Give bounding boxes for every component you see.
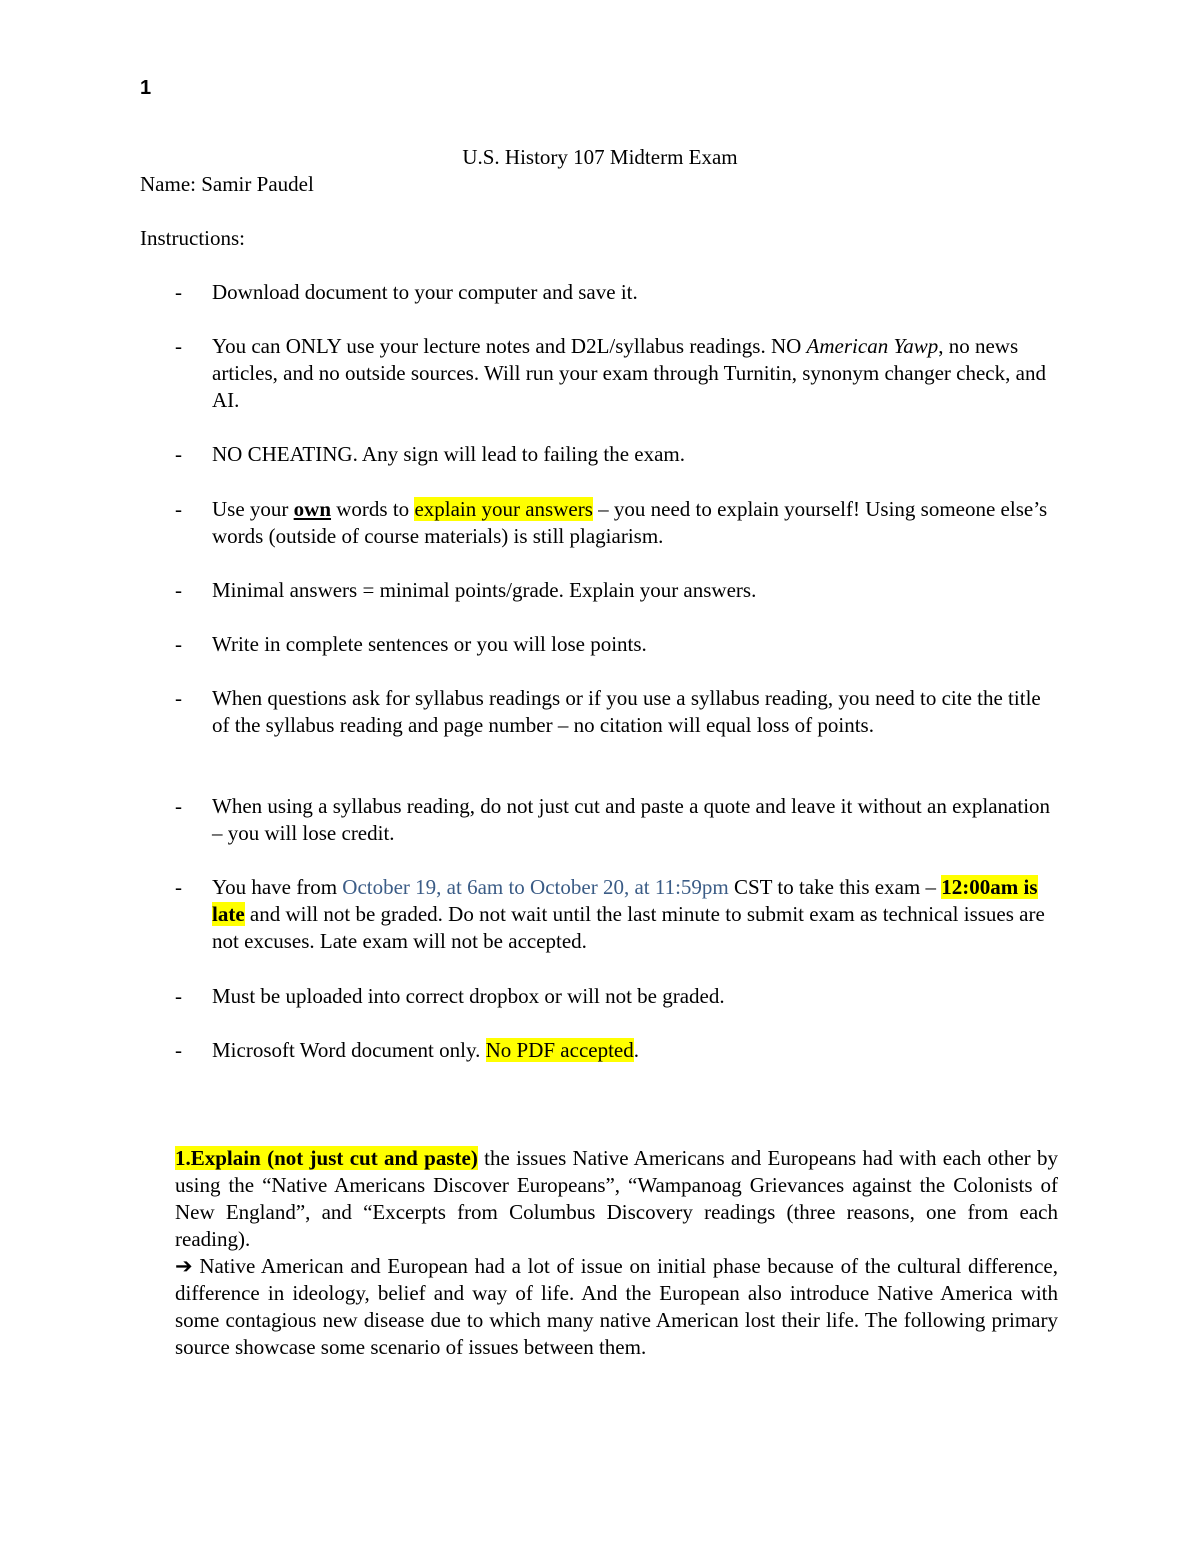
highlighted-text: No PDF accepted: [485, 1038, 634, 1062]
instruction-item-no-cheating: [175, 441, 1055, 468]
instruction-text-part: – you need to explain yourself! Using someone else’s words (outside of course materials) is still plagiarism.: [212, 497, 1048, 548]
instruction-item-allowed-sources: [175, 333, 1055, 414]
instruction-text: NO CHEATING. Any sign will lead to failing the exam.: [212, 442, 686, 466]
bullet-dash: -: [175, 497, 182, 521]
bullet-dash: -: [175, 632, 182, 656]
bullet-dash: -: [175, 442, 182, 466]
instruction-text-part: Microsoft Word document only.: [212, 1038, 486, 1062]
instruction-text: When questions ask for syllabus readings or if you use a syllabus reading, you need to cite the title of the syllabus reading and page number – no citation will equal loss of points.: [212, 686, 1041, 737]
instruction-text-part: Use your: [212, 497, 294, 521]
instruction-item-citations: [175, 685, 1055, 739]
page-number: 1: [140, 77, 152, 99]
late-warning-highlight: 12:00am is late: [212, 875, 1038, 926]
instruction-text: Minimal answers = minimal points/grade. Explain your answers.: [212, 578, 757, 602]
highlighted-text: explain your answers: [414, 497, 593, 521]
instruction-text-part: , no news articles, and no outside sources. Will run your exam through Turnitin, synonym changer check, and AI.: [212, 334, 1046, 412]
instruction-text: Must be uploaded into correct dropbox or will not be graded.: [212, 984, 725, 1008]
bullet-dash: -: [175, 334, 182, 358]
instruction-text-part: You can ONLY use your lecture notes and D2L/syllabus readings. NO: [212, 334, 807, 358]
instruction-text: When using a syllabus reading, do not just cut and paste a quote and leave it without an explanation – you will lose credit.: [212, 794, 1051, 845]
emphasis-own: own: [293, 497, 332, 521]
answer-text: Native American and European had a lot of issue on initial phase because of the cultural difference, difference in ideology, belief and way of life. And the European also introduce Native America with some contagious new disease due to which many native American lost their life. The following primary source showcase some scenario of issues between them.: [175, 1254, 1058, 1359]
bullet-dash: -: [175, 984, 182, 1008]
instruction-item-deadline: [175, 874, 1055, 955]
instruction-text: [212, 333, 1055, 414]
instruction-text-part: words to: [331, 497, 415, 521]
book-title-italic: American Yawp: [806, 334, 939, 358]
bullet-dash: -: [175, 1038, 182, 1062]
question-text: the issues Native Americans and Europeans had with each other by using the “Native Americans Discover Europeans”, “Wampanoag Grievances against the Colonists of New England”, and “Excerpts from Columbus Discovery readings (three reasons, one from each reading).: [175, 1146, 1058, 1251]
instruction-text: [212, 496, 1055, 550]
instructions-heading: Instructions:: [140, 226, 245, 250]
instruction-text: [212, 874, 1055, 955]
instruction-item-file-format: [175, 1037, 1055, 1064]
document-title: U.S. History 107 Midterm Exam: [462, 145, 738, 169]
student-name-line: Name: Samir Paudel: [140, 172, 314, 196]
exam-window-dates: October 19, at 6am to October 20, at 11:59pm: [342, 875, 729, 899]
instruction-text-part: CST to take this exam –: [728, 875, 942, 899]
instruction-item-minimal-answers: [175, 577, 1055, 604]
instruction-item-no-cut-paste: [175, 793, 1055, 847]
bullet-dash: -: [175, 794, 182, 818]
answer-1: [175, 1253, 1058, 1361]
instruction-text: [212, 1037, 1055, 1064]
instruction-text-part: .: [633, 1038, 639, 1062]
question-lead-highlight: 1.Explain (not just cut and paste): [175, 1146, 478, 1170]
instruction-text: Write in complete sentences or you will lose points.: [212, 632, 647, 656]
bullet-dash: -: [175, 686, 182, 710]
arrow-icon: ➔: [175, 1254, 193, 1278]
instruction-text-part: You have from: [212, 875, 343, 899]
instruction-text-part: and will not be graded. Do not wait until the last minute to submit exam as technical issues are not excuses. Late exam will not be accepted.: [212, 902, 1045, 953]
bullet-dash: -: [175, 280, 182, 304]
instruction-item-dropbox: [175, 983, 1055, 1010]
bullet-dash: -: [175, 578, 182, 602]
instruction-item-own-words: [175, 496, 1055, 550]
instruction-item-complete-sentences: [175, 631, 1055, 658]
instruction-item-download: [175, 279, 1055, 306]
question-1: [175, 1145, 1058, 1253]
instruction-text: Download document to your computer and save it.: [212, 280, 638, 304]
bullet-dash: -: [175, 875, 182, 899]
